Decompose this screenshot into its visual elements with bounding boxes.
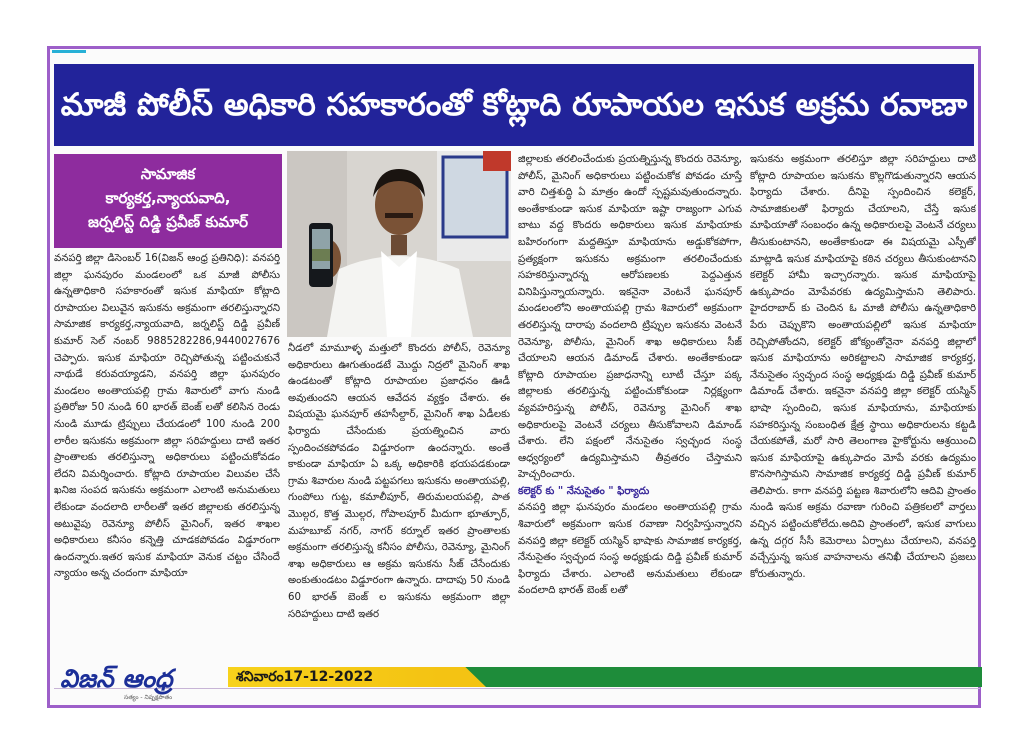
article-text-2: నీడలో మామూళ్ళ మత్తులో కొందరు పోలీస్, రెవెన్యూ అధికారులు ఊగుతుండటే మొద్దు నిద్రలో మైనింగ్ శాఖ ఉండటంతో కోట్లాది రూపాయల ప్రజాధనం ఊడీ అవుతుందని ఆయన ఆవేదన వ్యక్తం చేశారు. ఈ విషయమై ఘనపూర్ తహసీల్దార్, మైనింగ్ శాఖ ఏడీలకు ఫిర్యాదు చేసేందుకు ప్రయత్నించిన వారు స్పందించకపోవడం విడ్డూరంగా ఉందన్నారు. అంతే కాకుండా మాఫియా ఏ ఒక్క అధికారికి భయపడకుండా గ్రామ శివారుల నుండి పట్టపగలు ఇసుకను అంతాయపల్లి, గుంపోలు గుట్ట, కమాలీపూర్, తిరుమలయపల్లి, పాత మొల్గర, కొత్త మొల్గర, గోపాలపూర్ మీదుగా భూత్పూర్, మహబూబ్ నగర్, నాగర్ కర్నూల్ ఇతర ప్రాంతాలకు అక్రమంగా తరలిస్తున్న కనీసం పోలీసు, రెవెన్యూ, మైనింగ్ శాఖ అధికారులు ఆ అక్రమ ఇసుకను సీజ్ చేసేందుకు అంకుతుండటం విడ్డూరంగా ఉన్నారు. దాదాపు 50 నుండి 60 భారత్ బెంజ్ ల ఇసుకను అక్రమంగా జిల్లా సరిహద్దులు దాటి ఇతర [288,343,510,620]
collector-subheading: కలెక్టర్ కు " నేనుసైతం " ఫిర్యాదు [518,485,650,497]
article-text-3a: జిల్లాలకు తరలించేందుకు ప్రయత్నిస్తున్న కొందరు రెవెన్యూ, పోలీస్, మైనింగ్ అధికారులు పట్టించుకోక పోవడం చూస్తే వారి చిత్తశుద్ధి ఏ మాత్రం ఉందో స్పష్టమవుతుందన్నారు. అంతేకాకుండా ఇసుక మాఫియా ఇష్టా రాజ్యంగా ఎగువ బాటు వద్ద కొందరు అధికారులు ఇసుక మాఫియాకు బహిరంగంగా మద్దతిస్తూ మాఫియాను అడ్డుకోకపోగా, ప్రత్యక్షంగా ఇసుకను అక్రమంగా తరలించేందుకు సహకరిస్తున్నారన్న ఆరోపణలకు పెద్దఎత్తున వినిపిస్తున్నాయన్నారు. ఇకనైనా వెంటనే ఘనపూర్ మండలంలోని అంతాయపల్లి గ్రామ శివారులో అక్రమంగా తరలిస్తున్న దారాపు వందలాది ట్రిప్పుల ఇసుకను వెంటనే రెవెన్యూ, పోలీసు, మైనింగ్ శాఖ అధికారులు సీజ్ చేయాలని ఆయన డిమాండ్ చేశారు. అంతేకాకుండా కోట్లాది రూపాయల ప్రజాధనాన్ని లూటీ చేస్తూ పక్క జిల్లాలకు తరలిస్తున్న పట్టించుకోకుండా నిర్లక్ష్యంగా వ్యవహరిస్తున్న పోలీస్, రెవెన్యూ మైనింగ్ శాఖ అధికారులపై వెంటనే చర్యలు తీసుకోవాలని డిమాండ్ చేశారు. లేని పక్షంలో నేనుసైతం స్వచ్ఛంద సంస్థ ఆధ్వర్యంలో ఉద్యమిస్తామని తీవ్రతరం చేస్తామని హెచ్చరించారు. [518,154,742,481]
byline-line-2: కార్యకర్త,న్యాయవాది, [105,189,231,207]
article-text-1: వనపర్తి జిల్లా డిసెంబర్ 16(విజన్ ఆంధ్ర ప్రతినిధి): వనపర్తి జిల్లా ఘనపురం మండలంలో ఒక మాజీ పోలీసు ఉన్నతాధికారి సహకారంతో ఇసుక మాఫియా కోట్లాది రూపాయల విలువైన ఇసుకను అక్రమంగా తరలిస్తున్నారని సామాజిక కార్యకర్త,న్యాయవాది, జర్నలిస్ట్ దిడ్డి ప్రవీణ్ కుమార్ సెల్ నంబర్ 9885282286,9440027676 చెప్పారు. ఇసుక మాఫియా రెచ్చిపోతున్న పట్టించుకునే నాథుడే కరువయ్యాడని, వనపర్తి జిల్లా ఘనపురం మండలం అంతాయపల్లి గ్రామ శివారులో వాగు నుండి ప్రతిరోజు 50 నుండి 60 భారత్ బెంజ్ లతో కలిసిన రెండు నుండి మూడు ట్రిప్పులు చేయడంలో 100 నుండి 200 లారీల ఇసుకను అక్రమంగా జిల్లా సరిహద్దులు దాటి ఇతర ప్రాంతాలకు తరలిస్తున్నా అధికారులు పట్టించుకోవడం లేదని విమర్శించారు. కోట్లాది రూపాయల విలువల చేసే ఖనిజ సంపద ఇసుకను అక్రమంగా ఎలాంటి అనుమతులు లేకుండా వందలాది లారీలతో ఇతర జిల్లాలకు తరలిస్తున్న అటువైపు రెవెన్యూ పోలీస్ మైనింగ్, ఇతర శాఖల అధికారులు కనీసం కన్నెత్తి చూడకపోవడం విడ్డూరంగా ఉందన్నారు.ఇతర ఇసుక మాఫియా వెనుక చట్టం చేసిందే న్యాయం అన్న చందంగా మాఫియా [54,253,280,580]
article-text-4: ఇసుకను అక్రమంగా తరలిస్తూ జిల్లా సరిహద్దులు దాటి కోట్లాది రూపాయల ఇసుకను కొల్లగొడుతున్నారని ఆయన ఫిర్యాదు చేశారు. దీనిపై స్పందించిన కలెక్టర్, సామాజికులతో ఫిర్యాదు చేయాలని, చేస్తే ఇసుక మాఫియాతో సంబంధం ఉన్న అధికారులపై వెంటనే చర్యలు తీసుకుంటానని, అంతేకాకుండా ఈ విషయమై ఎస్పీతో మాట్లాడి ఇసుక మాఫియాపై కఠిన చర్యలు తీసుకుంటానని కలెక్టర్ హామీ ఇచ్చారన్నారు. ఇసుక మాఫియాపై ఉక్కుపాదం మోపేవరకు ఉద్యమిస్తామని తెలిపారు. హైదరాబాద్ కు చెందిన ఓ మాజీ పోలీసు ఉన్నతాధికారి పేరు చెప్పుకొని అంతాయపల్లిలో ఇసుక మాఫియా రెచ్చిపోతోందని, కలెక్టర్ జోక్యంతోనైనా వనపర్తి జిల్లాలో ఇసుక మాఫియాను అరికట్టాలని సామాజిక కార్యకర్త, నేనుసైతం స్వచ్ఛంద సంస్థ అధ్యక్షుడు దిడ్డి ప్రవీణ్ కుమార్ డిమాండ్ చేశారు. ఇకనైనా వనపర్తి జిల్లా కలెక్టర్ యస్మిన్ భాషా స్పందించి, ఇసుక మాఫియాను, మాఫియాకు సహకరిస్తున్న సంబంధిత క్షేత్ర స్థాయి అధికారులను కట్టడి చేయకపోతే, మరో సారి తెలంగాణ హైకోర్టును ఆశ్రయించి ఇసుక మాఫియాపై ఉక్కుపాదం మోపే వరకు ఉద్యమం కొనసాగిస్తామని సామాజిక కార్యకర్త దిడ్డి ప్రవీణ్ కుమార్ తెలిపారు. కాగా వనపర్తి పట్టణ శివారులోని ఆదివి ప్రాంతం నుండి ఇసుక అక్రమ రవాణా గురించి పత్రికలలో వార్తలు వచ్చిన పట్టించుకోలేదు.అదివి ప్రాంతంలో, ఇసుక వాగులు ఉన్న దగ్గర సీసీ కెమెరాలు ఏర్పాటు చేయాలని, వనపర్తి వచ్చేస్తున్న ఇసుక వాహనాలను తనిఖీ చేయాలని ప్రజలు కోరుతున్నారు. [750,154,976,580]
byline-line-3: జర్నలిస్ట్ దిడ్డి ప్రవీణ్ కుమార్ [88,213,248,231]
vision-andhra-logo [54,664,224,704]
top-accent-line [52,50,86,53]
person-holding-phone-photo-icon [287,151,511,337]
byline-line-1: సామాజిక [140,165,196,183]
headline: మాజీ పోలీస్ అధికారి సహకారంతో కోట్లాది రూపాయల ఇసుక అక్రమ రవాణా [54,64,974,146]
article-column-2 [288,341,510,661]
article-column-4 [750,152,976,660]
publication-date: శనివారం17-12-2022 [236,669,374,685]
logo-text: విజన్ ఆంధ్ర [60,664,173,693]
byline-box [54,154,282,248]
article-text-3b: వనపర్తి జిల్లా ఘనపురం మండలం అంతాయపల్లి గ్రామ శివారులో అక్రమంగా ఇసుక రవాణా నిర్వహిస్తున్నారని వనపర్తి జిల్లా కలెక్టర్ యస్మిన్ భాషాకు సామాజిక కార్యకర్త, నేనుసైతం స్వచ్ఛంద సంస్థ అధ్యక్షుడు దిడ్డి ప్రవీణ్ కుమార్ ఫిర్యాదు చేశారు. ఎలాంటి అనుమతులు లేకుండా వందలాది భారత్ బెంజ్ లతో [518,502,742,597]
news-photo [287,151,511,337]
logo-tagline: సత్యం - నిష్పక్షపాతం [124,694,173,701]
article-column-1 [54,251,280,655]
article-column-3 [518,152,742,660]
